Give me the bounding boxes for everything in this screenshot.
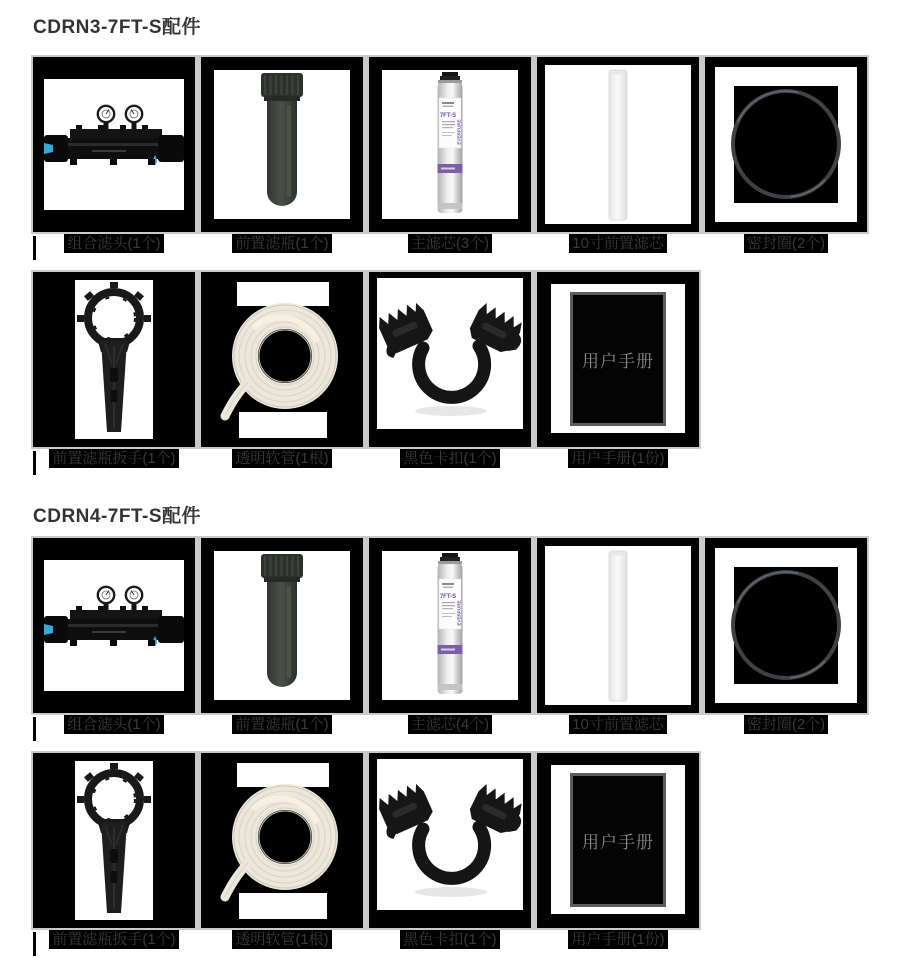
caption-slot [201, 449, 363, 468]
o-ring-cell [705, 57, 867, 232]
product-caption: 前置滤瓶扳手(1个) [49, 930, 178, 949]
product-caption: 前置滤瓶(1个) [232, 234, 331, 253]
white-cartridge-cell [537, 538, 699, 713]
section [31, 505, 905, 949]
cartridge-side-brand-text: EVERPURE [456, 600, 462, 626]
caption-slot [537, 234, 699, 253]
clip-cell [369, 753, 531, 928]
product-row [31, 751, 701, 930]
table-border-tick [33, 932, 36, 956]
caption-slot [33, 234, 195, 253]
caption-slot [705, 715, 867, 734]
product-caption: 前置滤瓶扳手(1个) [49, 449, 178, 468]
manual-cover-text: 用户手册 [582, 351, 654, 371]
filter-bottle-cell [201, 538, 363, 713]
hose-cell [201, 272, 363, 447]
product-caption: 用户手册(1份) [568, 449, 667, 468]
filter-bottle-cell [201, 57, 363, 232]
caption-slot [705, 234, 867, 253]
product-caption: 主滤芯(3个) [408, 234, 492, 253]
caption-slot [33, 715, 195, 734]
product-caption: 10寸前置滤芯 [569, 234, 667, 253]
main-cartridge-cell [369, 538, 531, 713]
product-caption: 密封圈(2个) [744, 234, 828, 253]
cartridge-model-text: 7FT-S [439, 113, 457, 119]
product-caption: 黑色卡扣(1个) [400, 449, 499, 468]
caption-slot [537, 449, 699, 468]
main-cartridge-image [435, 553, 465, 698]
product-caption: 用户手册(1份) [568, 930, 667, 949]
section [31, 16, 905, 468]
caption-row [31, 930, 701, 949]
white-cartridge-image [608, 69, 628, 221]
product-caption: 透明软管(1根) [232, 449, 331, 468]
caption-slot [369, 449, 531, 468]
filter-bottle-image [260, 554, 304, 697]
product-caption: 透明软管(1根) [232, 930, 331, 949]
product-caption: 黑色卡扣(1个) [400, 930, 499, 949]
manual-cover [570, 292, 666, 426]
wrench-cell [33, 753, 195, 928]
hose-image [215, 290, 349, 430]
main-cartridge-image [435, 72, 465, 217]
caption-slot [201, 930, 363, 949]
filter-head-image [44, 95, 184, 195]
hose-image [215, 771, 349, 911]
caption-row [31, 715, 869, 734]
caption-slot [33, 449, 195, 468]
table-border-tick [33, 451, 36, 475]
caption-slot [201, 715, 363, 734]
filter-head-cell [33, 57, 195, 232]
table-border-tick [33, 236, 36, 260]
caption-slot [369, 930, 531, 949]
caption-slot [369, 234, 531, 253]
manual-cell [537, 753, 699, 928]
table-border-tick [33, 717, 36, 741]
product-caption: 组合滤头(1个) [64, 234, 163, 253]
clip-image [377, 759, 523, 910]
filter-head-image [44, 576, 184, 676]
caption-slot [33, 930, 195, 949]
product-caption: 主滤芯(4个) [408, 715, 492, 734]
main-cartridge-cell [369, 57, 531, 232]
o-ring-image [727, 562, 845, 689]
o-ring-image [727, 81, 845, 208]
section-title: CDRN4-7FT-S配件 [33, 506, 202, 527]
product-caption: 密封圈(2个) [744, 715, 828, 734]
cartridge-side-brand-text: EVERPURE [456, 119, 462, 145]
o-ring-cell [705, 538, 867, 713]
manual-cover [570, 773, 666, 907]
filter-bottle-image [260, 73, 304, 216]
white-cartridge-cell [537, 57, 699, 232]
wrench-image [75, 280, 153, 439]
manual-cover-text: 用户手册 [582, 832, 654, 852]
caption-row [31, 234, 869, 253]
filter-head-cell [33, 538, 195, 713]
clip-image [377, 278, 523, 429]
caption-row [31, 449, 701, 468]
accessory-listing [31, 16, 905, 949]
wrench-cell [33, 272, 195, 447]
product-row [31, 536, 869, 715]
caption-slot [537, 715, 699, 734]
caption-slot [201, 234, 363, 253]
section-title: CDRN3-7FT-S配件 [33, 17, 202, 38]
cartridge-model-text: 7FT-S [439, 594, 457, 600]
manual-cell [537, 272, 699, 447]
white-cartridge-image [608, 550, 628, 702]
product-row [31, 55, 869, 234]
product-row [31, 270, 701, 449]
wrench-image [75, 761, 153, 920]
product-caption: 10寸前置滤芯 [569, 715, 667, 734]
product-caption: 前置滤瓶(1个) [232, 715, 331, 734]
caption-slot [369, 715, 531, 734]
product-caption: 组合滤头(1个) [64, 715, 163, 734]
clip-cell [369, 272, 531, 447]
hose-cell [201, 753, 363, 928]
caption-slot [537, 930, 699, 949]
